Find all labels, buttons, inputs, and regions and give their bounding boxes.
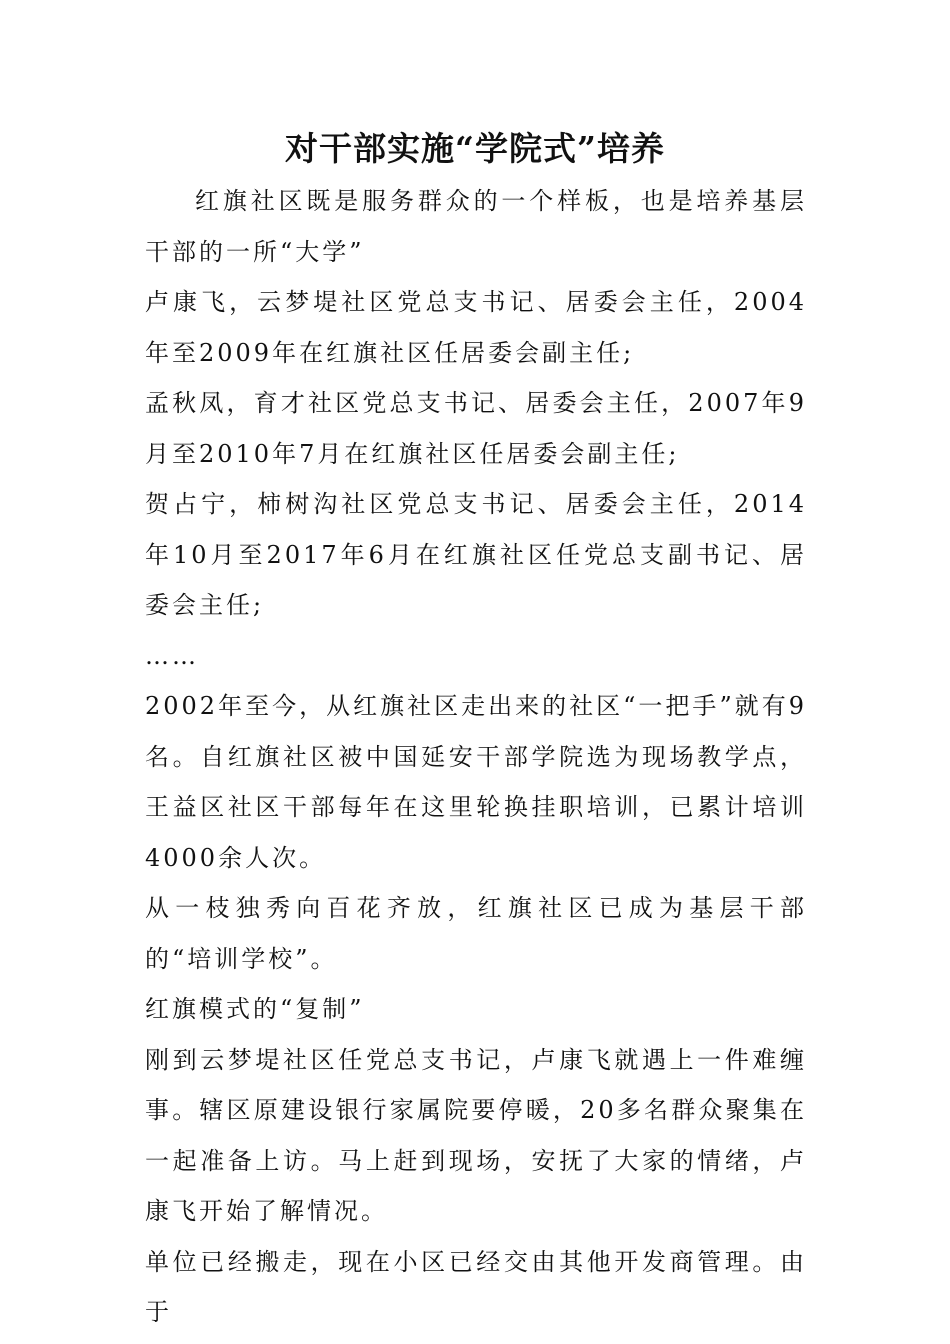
- paragraph-training-school: 从一枝独秀向百花齐放，红旗社区已成为基层干部的“培训学校”。: [145, 894, 807, 973]
- section-heading-replication: 红旗模式的“复制”: [145, 995, 365, 1023]
- paragraph-training-stats: 2002年至今，从红旗社区走出来的社区“一把手”就有9名。自红旗社区被中国延安干部学院选为现场教学点，王益区社区干部每年在这里轮换挂职培训，已累计培训4000余人次。: [145, 692, 807, 872]
- paragraph-ellipsis: ……: [145, 641, 199, 670]
- paragraph-developer: 单位已经搬走，现在小区已经交由其他开发商管理。由于: [145, 1247, 807, 1326]
- paragraph-lu-kangfei: 卢康飞，云梦堤社区党总支书记、居委会主任，2004年至2009年在红旗社区任居委会副主任;: [145, 288, 807, 367]
- paragraph-he-zhanning: 贺占宁，柿树沟社区党总支书记、居委会主任，2014年10月至2017年6月在红旗社区任党总支副书记、居委会主任;: [145, 490, 807, 619]
- paragraph-intro: 红旗社区既是服务群众的一个样板，也是培养基层干部的一所“大学”: [145, 187, 807, 266]
- paragraph-meng-qiufeng: 孟秋凤，育才社区党总支书记、居委会主任，2007年9月至2010年7月在红旗社区任居委会副主任;: [145, 389, 807, 468]
- document-body: [145, 176, 807, 1338]
- paragraph-heating-issue: 刚到云梦堤社区任党总支书记，卢康飞就遇上一件难缠事。辖区原建设银行家属院要停暖，20多名群众聚集在一起准备上访。马上赶到现场，安抚了大家的情绪，卢康飞开始了解情况。: [145, 1045, 807, 1225]
- document-title: 对干部实施“学院式”培养: [285, 129, 665, 168]
